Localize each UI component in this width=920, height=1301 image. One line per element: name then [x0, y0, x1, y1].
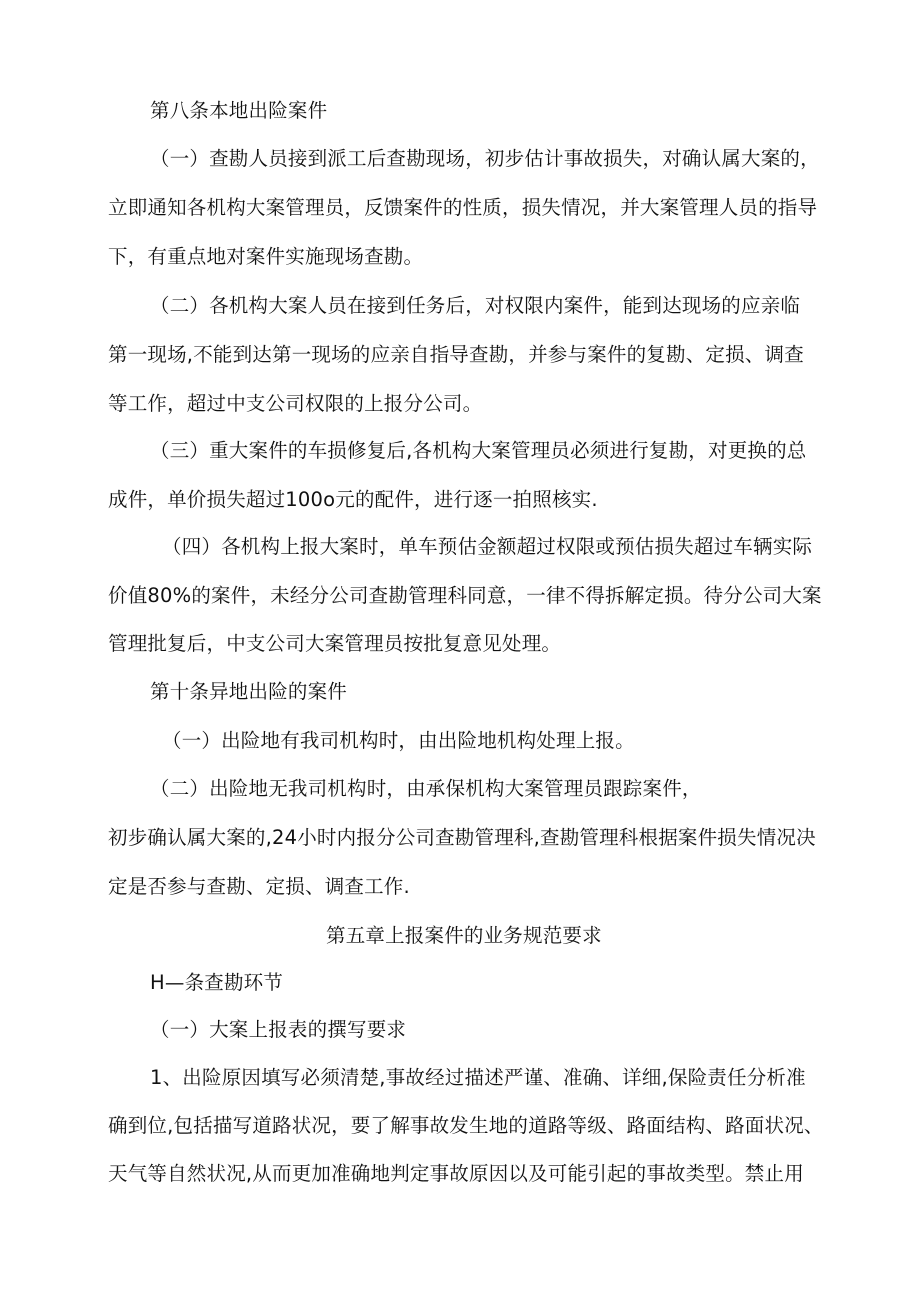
paragraph-line: （二）各机构大案人员在接到任务后，对权限内案件，能到达现场的应亲临 [150, 294, 801, 317]
paragraph-line: 确到位,包括描写道路状况，要了解事故发生地的道路等级、路面结构、路面状况、 [108, 1114, 824, 1137]
paragraph-line: 初步确认属大案的,24小时内报分公司查勘管理科,查勘管理科根据案件损失情况决 [108, 826, 816, 849]
paragraph-line: 等工作，超过中支公司权限的上报分公司。 [108, 392, 483, 415]
paragraph-line: 立即通知各机构大案管理员，反馈案件的性质，损失情况，并大案管理人员的指导 [108, 196, 818, 219]
paragraph-line: 管理批复后，中支公司大案管理员按批复意见处理。 [108, 632, 562, 655]
paragraph-line: （一）出险地有我司机构时，由出险地机构处理上报。 [162, 729, 635, 752]
paragraph-line: 价值80%的案件，未经分公司查勘管理科同意，一律不得拆解定损。待分公司大案 [108, 584, 822, 607]
paragraph-line: （二）出险地无我司机构时，由承保机构大案管理员跟踪案件， [150, 777, 702, 800]
paragraph-line: 成件，单价损失超过100o元的配件，进行逐一拍照核实. [108, 488, 598, 511]
article-10-heading: 第十条异地出险的案件 [150, 680, 348, 703]
paragraph-line: （四）各机构上报大案时，单车预估金额超过权限或预估损失超过车辆实际 [162, 535, 813, 558]
paragraph-line: （一）查勘人员接到派工后查勘现场，初步估计事故损失，对确认属大案的， [150, 147, 820, 170]
paragraph-line: 天气等自然状况,从而更加准确地判定事故原因以及可能引起的事故类型。禁止用 [108, 1162, 804, 1185]
paragraph-line: 下，有重点地对案件实施现场查勘。 [108, 245, 424, 268]
section-heading: （一）大案上报表的撰写要求 [150, 1018, 407, 1041]
chapter-5-title: 第五章上报案件的业务规范要求 [326, 924, 602, 947]
article-11-heading: H—条查勘环节 [150, 971, 284, 994]
paragraph-line: （三）重大案件的车损修复后,各机构大案管理员必须进行复勘，对更换的总 [150, 439, 807, 462]
paragraph-line: 定是否参与查勘、定损、调查工作. [108, 875, 410, 898]
paragraph-line: 第一现场,不能到达第一现场的应亲自指导查勘，并参与案件的复勘、定损、调查 [108, 343, 804, 366]
article-8-heading: 第八条本地出险案件 [150, 99, 328, 122]
paragraph-line: 1、出险原因填写必须清楚,事故经过描述严谨、准确、详细,保险责任分析准 [150, 1066, 806, 1089]
